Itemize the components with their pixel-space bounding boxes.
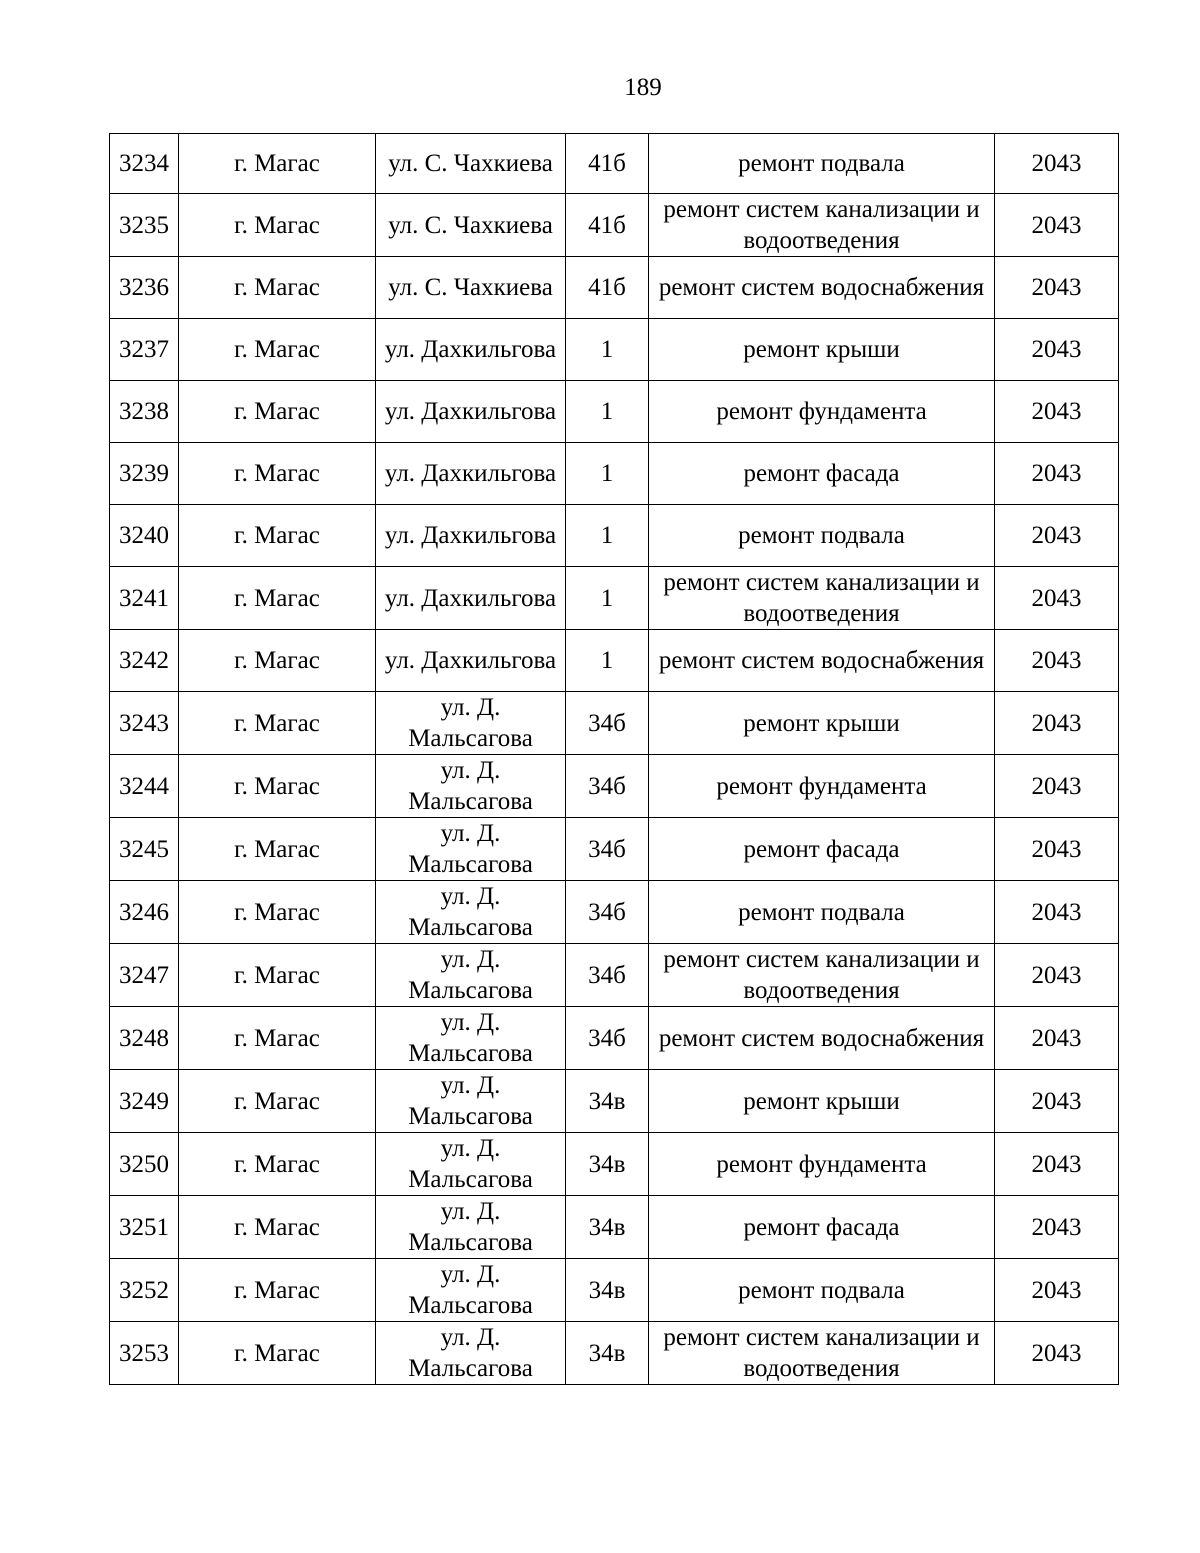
- city-cell: г. Магас: [179, 944, 376, 1007]
- year-cell: 2043: [995, 257, 1119, 319]
- work-type-cell: ремонт подвала: [649, 1259, 995, 1322]
- work-type-cell: ремонт фундамента: [649, 755, 995, 818]
- house-number-cell: 41б: [566, 257, 649, 319]
- city-cell: г. Магас: [179, 505, 376, 567]
- street-cell: ул. Дахкильгова: [376, 630, 566, 692]
- street-cell: ул. Д. Мальсагова: [376, 1322, 566, 1385]
- row-number-cell: 3236: [110, 257, 179, 319]
- house-number-cell: 34в: [566, 1322, 649, 1385]
- year-cell: 2043: [995, 1007, 1119, 1070]
- table-row: [110, 692, 1119, 755]
- street-cell: ул. Д. Мальсагова: [376, 881, 566, 944]
- row-number-cell: 3251: [110, 1196, 179, 1259]
- table-row: [110, 818, 1119, 881]
- house-number-cell: 34б: [566, 1007, 649, 1070]
- house-number-cell: 1: [566, 381, 649, 443]
- city-cell: г. Магас: [179, 381, 376, 443]
- street-cell: ул. Д. Мальсагова: [376, 818, 566, 881]
- city-cell: г. Магас: [179, 257, 376, 319]
- city-cell: г. Магас: [179, 692, 376, 755]
- year-cell: 2043: [995, 692, 1119, 755]
- year-cell: 2043: [995, 567, 1119, 630]
- table-row: [110, 443, 1119, 505]
- street-cell: ул. Дахкильгова: [376, 381, 566, 443]
- row-number-cell: 3238: [110, 381, 179, 443]
- table-row: [110, 134, 1119, 194]
- year-cell: 2043: [995, 755, 1119, 818]
- street-cell: ул. Д. Мальсагова: [376, 1070, 566, 1133]
- street-cell: ул. Дахкильгова: [376, 567, 566, 630]
- house-number-cell: 1: [566, 567, 649, 630]
- table-row: [110, 567, 1119, 630]
- row-number-cell: 3247: [110, 944, 179, 1007]
- year-cell: 2043: [995, 881, 1119, 944]
- house-number-cell: 34б: [566, 881, 649, 944]
- row-number-cell: 3253: [110, 1322, 179, 1385]
- year-cell: 2043: [995, 381, 1119, 443]
- row-number-cell: 3242: [110, 630, 179, 692]
- work-type-cell: ремонт систем водоснабжения: [649, 1007, 995, 1070]
- year-cell: 2043: [995, 1196, 1119, 1259]
- row-number-cell: 3234: [110, 134, 179, 194]
- house-number-cell: 34в: [566, 1133, 649, 1196]
- table-row: [110, 1133, 1119, 1196]
- table-row: [110, 630, 1119, 692]
- table-row: [110, 881, 1119, 944]
- city-cell: г. Магас: [179, 134, 376, 194]
- year-cell: 2043: [995, 443, 1119, 505]
- work-type-cell: ремонт систем канализации и водоотведения: [649, 567, 995, 630]
- table-row: [110, 1070, 1119, 1133]
- year-cell: 2043: [995, 1322, 1119, 1385]
- city-cell: г. Магас: [179, 567, 376, 630]
- table-row: [110, 319, 1119, 381]
- year-cell: 2043: [995, 630, 1119, 692]
- year-cell: 2043: [995, 319, 1119, 381]
- work-type-cell: ремонт крыши: [649, 1070, 995, 1133]
- work-type-cell: ремонт систем канализации и водоотведения: [649, 194, 995, 257]
- repair-schedule-table: [109, 133, 1119, 1385]
- city-cell: г. Магас: [179, 1007, 376, 1070]
- house-number-cell: 34в: [566, 1259, 649, 1322]
- work-type-cell: ремонт систем канализации и водоотведения: [649, 944, 995, 1007]
- street-cell: ул. Д. Мальсагова: [376, 944, 566, 1007]
- work-type-cell: ремонт систем водоснабжения: [649, 630, 995, 692]
- work-type-cell: ремонт фасада: [649, 1196, 995, 1259]
- row-number-cell: 3235: [110, 194, 179, 257]
- row-number-cell: 3245: [110, 818, 179, 881]
- work-type-cell: ремонт крыши: [649, 319, 995, 381]
- work-type-cell: ремонт фасада: [649, 818, 995, 881]
- year-cell: 2043: [995, 818, 1119, 881]
- table-row: [110, 755, 1119, 818]
- row-number-cell: 3246: [110, 881, 179, 944]
- year-cell: 2043: [995, 1259, 1119, 1322]
- city-cell: г. Магас: [179, 755, 376, 818]
- work-type-cell: ремонт систем канализации и водоотведения: [649, 1322, 995, 1385]
- city-cell: г. Магас: [179, 319, 376, 381]
- street-cell: ул. Д. Мальсагова: [376, 755, 566, 818]
- row-number-cell: 3249: [110, 1070, 179, 1133]
- house-number-cell: 34б: [566, 944, 649, 1007]
- street-cell: ул. Д. Мальсагова: [376, 1133, 566, 1196]
- row-number-cell: 3239: [110, 443, 179, 505]
- house-number-cell: 34б: [566, 818, 649, 881]
- house-number-cell: 34б: [566, 755, 649, 818]
- street-cell: ул. Дахкильгова: [376, 443, 566, 505]
- street-cell: ул. Д. Мальсагова: [376, 692, 566, 755]
- street-cell: ул. Дахкильгова: [376, 319, 566, 381]
- row-number-cell: 3237: [110, 319, 179, 381]
- work-type-cell: ремонт подвала: [649, 134, 995, 194]
- city-cell: г. Магас: [179, 818, 376, 881]
- table-row: [110, 944, 1119, 1007]
- work-type-cell: ремонт систем водоснабжения: [649, 257, 995, 319]
- table-row: [110, 257, 1119, 319]
- page-number: 189: [624, 74, 662, 101]
- city-cell: г. Магас: [179, 443, 376, 505]
- house-number-cell: 34б: [566, 692, 649, 755]
- year-cell: 2043: [995, 194, 1119, 257]
- table-body: [110, 134, 1119, 1385]
- street-cell: ул. Д. Мальсагова: [376, 1007, 566, 1070]
- street-cell: ул. С. Чахкиева: [376, 257, 566, 319]
- year-cell: 2043: [995, 1070, 1119, 1133]
- house-number-cell: 1: [566, 505, 649, 567]
- table-row: [110, 1259, 1119, 1322]
- row-number-cell: 3244: [110, 755, 179, 818]
- work-type-cell: ремонт фундамента: [649, 381, 995, 443]
- year-cell: 2043: [995, 505, 1119, 567]
- city-cell: г. Магас: [179, 194, 376, 257]
- table-row: [110, 1196, 1119, 1259]
- year-cell: 2043: [995, 134, 1119, 194]
- house-number-cell: 1: [566, 319, 649, 381]
- street-cell: ул. С. Чахкиева: [376, 194, 566, 257]
- city-cell: г. Магас: [179, 881, 376, 944]
- street-cell: ул. Д. Мальсагова: [376, 1196, 566, 1259]
- work-type-cell: ремонт подвала: [649, 505, 995, 567]
- street-cell: ул. С. Чахкиева: [376, 134, 566, 194]
- row-number-cell: 3250: [110, 1133, 179, 1196]
- house-number-cell: 41б: [566, 194, 649, 257]
- street-cell: ул. Д. Мальсагова: [376, 1259, 566, 1322]
- city-cell: г. Магас: [179, 1322, 376, 1385]
- city-cell: г. Магас: [179, 1070, 376, 1133]
- row-number-cell: 3243: [110, 692, 179, 755]
- table-row: [110, 1007, 1119, 1070]
- work-type-cell: ремонт подвала: [649, 881, 995, 944]
- house-number-cell: 34в: [566, 1196, 649, 1259]
- table-row: [110, 1322, 1119, 1385]
- city-cell: г. Магас: [179, 630, 376, 692]
- row-number-cell: 3252: [110, 1259, 179, 1322]
- house-number-cell: 41б: [566, 134, 649, 194]
- street-cell: ул. Дахкильгова: [376, 505, 566, 567]
- work-type-cell: ремонт фундамента: [649, 1133, 995, 1196]
- year-cell: 2043: [995, 944, 1119, 1007]
- house-number-cell: 34в: [566, 1070, 649, 1133]
- table-row: [110, 381, 1119, 443]
- work-type-cell: ремонт фасада: [649, 443, 995, 505]
- year-cell: 2043: [995, 1133, 1119, 1196]
- table-row: [110, 194, 1119, 257]
- city-cell: г. Магас: [179, 1196, 376, 1259]
- row-number-cell: 3241: [110, 567, 179, 630]
- row-number-cell: 3248: [110, 1007, 179, 1070]
- house-number-cell: 1: [566, 443, 649, 505]
- city-cell: г. Магас: [179, 1259, 376, 1322]
- table-row: [110, 505, 1119, 567]
- city-cell: г. Магас: [179, 1133, 376, 1196]
- work-type-cell: ремонт крыши: [649, 692, 995, 755]
- house-number-cell: 1: [566, 630, 649, 692]
- row-number-cell: 3240: [110, 505, 179, 567]
